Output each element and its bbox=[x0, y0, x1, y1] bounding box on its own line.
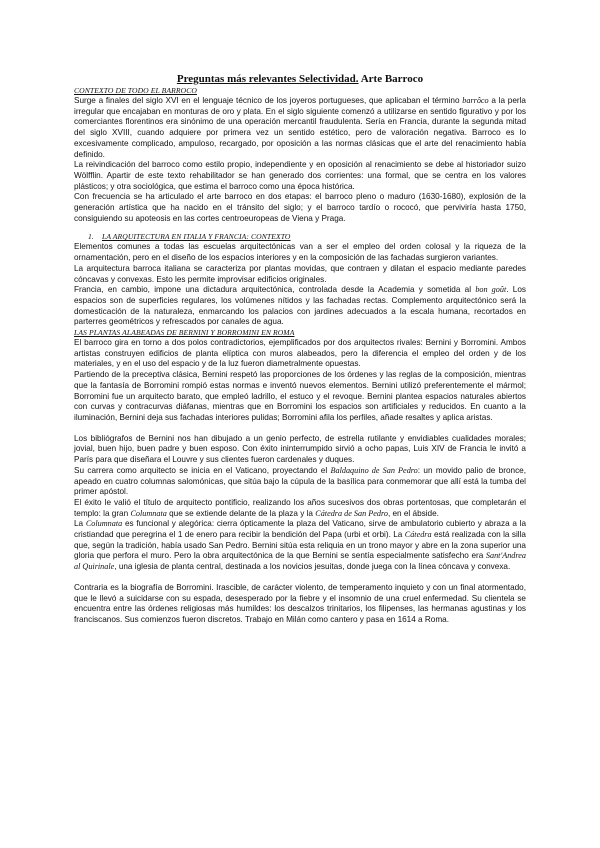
heading-number: 1. bbox=[88, 232, 94, 242]
text-run: que se extiende delante de la plaza y la bbox=[166, 508, 316, 518]
context-paragraph-1 bbox=[74, 96, 526, 160]
borromini-paragraph-1: Contraria es la biografía de Borromini. Irascible, de carácter violento, de temperamento inquieto y con un final atormentado, que le llevó a suicidarse con su espada, desesperado por la fiebre y el insomnio de una cruel enfermedad. Su clientela se encuentra entre las órdenes religiosas más humildes: los descalzos trinitarios, los filipenses, las hermanas agustinas y los franciscanos. Sus comienzos fueron discretos. Trabajo en Milán como cantero y pasa en 1614 a Roma. bbox=[74, 582, 526, 624]
text-run: está realizada con la silla que, según la tradición, había usado San Pedro. Bernini sitúa esta reliquia en un trono mayor y abre en la zona superior una gloria que perfora el muro. Pero la obra arquitectónica de la que Bernini se sentía especialmente satisfecho era bbox=[74, 530, 526, 561]
italic-term: Baldaquino de San Pedro bbox=[330, 465, 418, 475]
architecture-heading bbox=[74, 232, 526, 242]
plants-heading: LAS PLANTAS ALABEADAS DE BERNINI Y BORROMINI EN ROMA bbox=[74, 328, 295, 338]
bernini-paragraph-1: Los bibliógrafos de Bernini nos han dibujado a un genio perfecto, de estrella rutilante y envidiables cualidades morales; jovial, buen hijo, buen padre y buen esposo. Con éxito ininterrumpido sirvió a ocho papas, Luis XIV de Francia le invitó a París para que diseñara el Louvre y sus clientes fueron cardenales y duques. bbox=[74, 433, 526, 465]
text-run: . Los espacios son de superficies regulares, los volúmenes nítidos y las fachadas rectas. Complemento arquitectónico será la domesticación de la naturaleza, enmarcando los palacios con jardines adecuados a la escala humana, recortados en parterres geométricos y refrescados por canales de agua. bbox=[74, 285, 526, 327]
architecture-paragraph-3 bbox=[74, 285, 526, 328]
context-paragraph-3: Con frecuencia se ha articulado el arte barroco en dos etapas: el barroco pleno o maduro (1630-1680), explosión de la generación artística que ha nacido en el tránsito del siglo; y el barroco tardío o rococó, que perviviría hasta 1750, consiguiendo su apoteosis en las cortes centroeuropeas de Viena y Praga. bbox=[74, 192, 526, 223]
architecture-paragraph-2: La arquitectura barroca italiana se caracteriza por plantas movidas, que contraen y dilatan el espacio mediante paredes cóncavas y convexas. Esto les permite improvisar edificios originales. bbox=[74, 263, 526, 284]
text-run: El éxito le valió el título de arquitecto pontificio, realizando los años sucesivos dos obras portentosas, que completarán el templo: la gran bbox=[74, 497, 526, 518]
architecture-paragraph-1: Elementos comunes a todas las escuelas arquitectónicas van a ser el empleo del orden colosal y la riqueza de la ornamentación, pero en el diseño de los espacios interiores y en la composición de las fachadas surgieron variantes. bbox=[74, 242, 526, 263]
bernini-paragraph-3 bbox=[74, 498, 526, 519]
plants-paragraph-1: El barroco gira en torno a dos polos contradictorios, ejemplificados por dos arquitectos rivales: Bernini y Borromini. Ambos artistas construyen edificios de planta elíptica con muros alabeados, pero la diferencia el empleo del orden y de los materiales, y en el uso del espacio y de la luz fueron diametralmente opuestas. bbox=[74, 338, 526, 369]
context-heading: CONTEXTO DE TODO EL BARROCO bbox=[74, 86, 197, 95]
text-run: Su carrera como arquitecto se inicia en el Vaticano, proyectando el bbox=[74, 465, 331, 475]
italic-term: Cátedra bbox=[404, 530, 432, 540]
italic-term: Columnata bbox=[130, 508, 167, 518]
bernini-paragraph-4 bbox=[74, 519, 526, 573]
text-run: La bbox=[74, 519, 86, 529]
italic-term: barrôco bbox=[462, 96, 489, 105]
text-run: Surge a finales del siglo XVI en el lenguaje técnico de los joyeros portugueses, que aplicaban el término bbox=[74, 96, 463, 105]
title-main: Preguntas más relevantes Selectividad. bbox=[176, 73, 359, 85]
text-run: es funcional y alegórica: cierra ópticamente la plaza del Vaticano, sirve de ambulatorio cubierto y abraza a la cristiandad que peregrina el 1 de enero para recibir la bendición del Papa (urbi et orbi). La bbox=[74, 519, 526, 540]
plants-paragraph-2: Partiendo de la preceptiva clásica, Bernini respetó las proporciones de los órdenes y las reglas de la composición, mientras que la fantasía de Borromini rompió estas normas e inventó nuevos elementos. Bernini utilizó preferentemente el mármol; Borromini fue un arquitecto barato, que empleó ladrillo, el estuco y el revoque. Bernini plantea espacios naturales abiertos con curvas y contracurvas diáfanas, mientras que en Borromini los espacios son artificiales y reducidos. En cuanto a la iluminación, Bernini deja sus fachadas interiores pulidas; Borromini afila los perfiles, añade resaltes y aplica aristas. bbox=[74, 370, 526, 422]
text-run: Francia, en cambio, impone una dictadura arquitectónica, controlada desde la Academia y sometida al bbox=[74, 285, 476, 295]
text-run: , en el ábside. bbox=[387, 508, 439, 518]
text-run: , una iglesia de planta central, destinada a los novicios jesuitas, donde juega con la línea cóncava y convexa. bbox=[114, 562, 511, 572]
context-paragraph-2: La reivindicación del barroco como estilo propio, independiente y en oposición al renacimiento se debe al historiador suizo Wölfflin. Apartir de este texto rehabilitador se han generado dos corrientes: una formal, que se centra en los valores plásticos; y otra sociológica, que estima el barroco como una época histórica. bbox=[74, 160, 526, 191]
text-run: a la perla irregular que encajaban en monturas de oro y plata. En el siglo siguiente comenzó a utilizarse en sentido figurativo y por los comerciantes florentinos era sinónimo de una operación mercantil fraudulenta. Sería en Francia, durante la segunda mitad del siglo XVIII, cuando adquiere por primera vez un sentido estético, pero de valoración negativa. Barroco es lo excesivamente complicado, ampuloso, recargado, por oposición a las normas clásicas que el arte del renacimiento había definido. bbox=[74, 96, 526, 159]
title-suffix: Arte Barroco bbox=[358, 73, 424, 85]
italic-term: bon goût bbox=[475, 285, 507, 295]
italic-term: Columnata bbox=[85, 519, 123, 529]
bernini-paragraph-2 bbox=[74, 466, 526, 498]
page-title bbox=[74, 72, 526, 86]
document-page bbox=[74, 72, 526, 626]
italic-term: Cátedra de San Pedro bbox=[315, 508, 388, 518]
italic-term: Sant'Andrea al Quirinale bbox=[74, 551, 526, 572]
heading-text: LA ARQUITECTURA EN ITALIA Y FRANCIA: CONTEXTO bbox=[102, 232, 291, 242]
text-run: : un movido palio de bronce, apeado en cuatro columnas salomónicas, que sitúa bajo la cúpula de la basílica para conmemorar que allí está la tumba del primer apóstol. bbox=[74, 465, 526, 497]
